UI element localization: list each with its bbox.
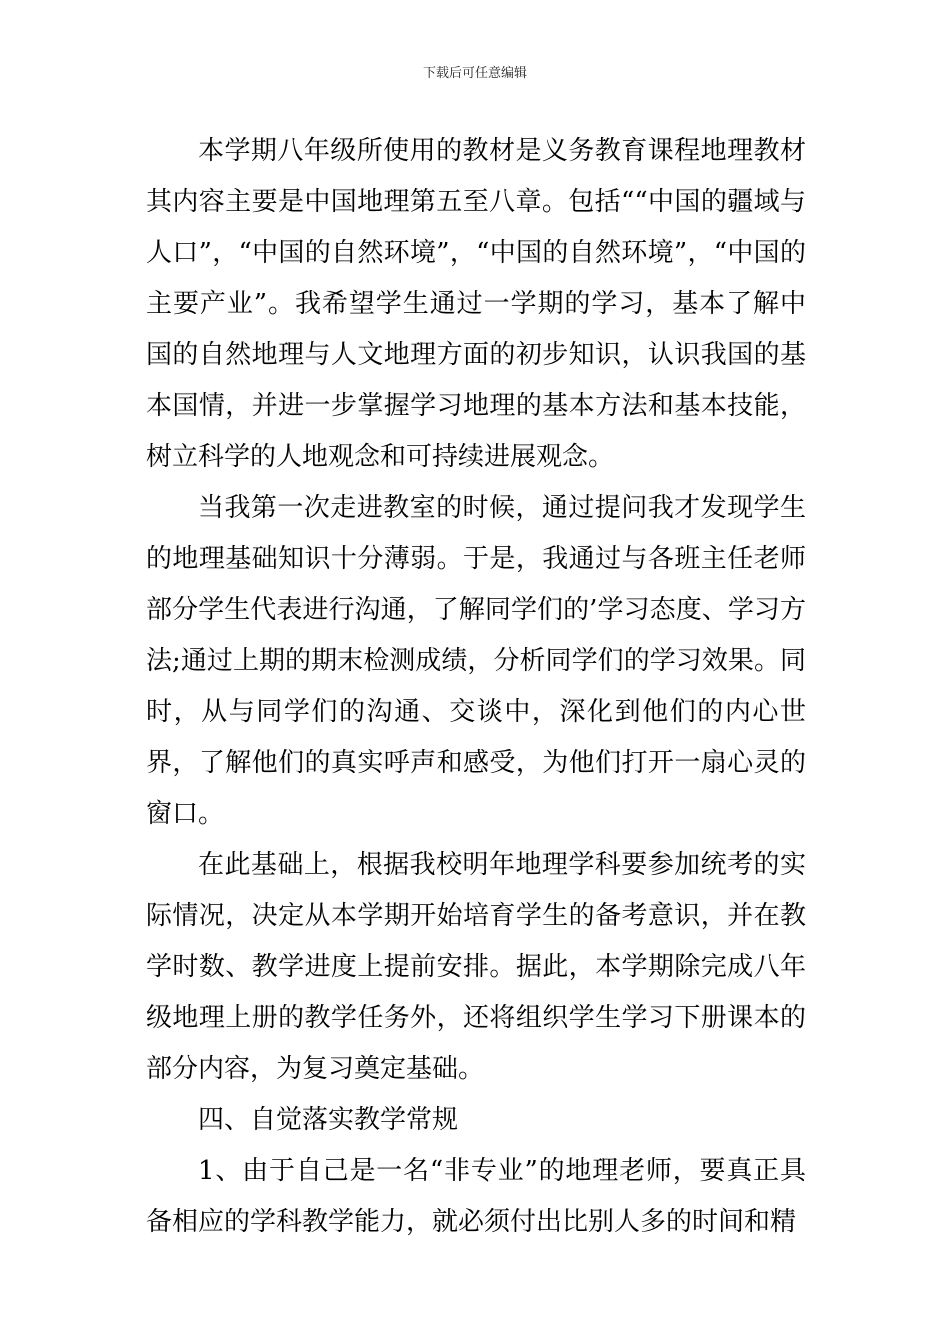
paragraph-item-1: 1、由于自己是一名“非专业”的地理老师，要真正具备相应的学科教学能力，就必须付出比别人多的时间和精: [146, 1156, 806, 1237]
section-heading-teaching-routine: 四、自觉落实教学常规: [198, 1105, 459, 1135]
paragraph-textbook-overview: 本学期八年级所使用的教材是义务教育课程地理教材其内容主要是中国地理第五至八章。包括““中国的疆域与人口”，“中国的自然环境”，“中国的自然环境”，“中国的主要产业”。我希望学生通过一学期的学习，基本了解中国的自然地理与人文地理方面的初步知识，认识我国的基本国情，并进一步掌握学习地理的基本方法和基本技能，树立科学的人地观念和可持续进展观念。: [146, 136, 806, 472]
page-header: 下载后可任意编辑: [422, 66, 527, 81]
paragraph-teaching-plan: 在此基础上，根据我校明年地理学科要参加统考的实际情况，决定从本学期开始培育学生的备考意识，并在教学时数、教学进度上提前安排。据此，本学期除完成八年级地理上册的教学任务外，还将组织学生学习下册课本的部分内容，为复习奠定基础。: [146, 850, 806, 1084]
paragraph-student-situation: 当我第一次走进教室的时候，通过提问我才发现学生的地理基础知识十分薄弱。于是，我通过与各班主任老师部分学生代表进行沟通，了解同学们的’学习态度、学习方法;通过上期的期末检测成绩，分析同学们的学习效果。同时，从与同学们的沟通、交谈中，深化到他们的内心世界，了解他们的真实呼声和感受，为他们打开一扇心灵的窗口。: [146, 493, 806, 829]
document-body: [146, 126, 806, 1248]
